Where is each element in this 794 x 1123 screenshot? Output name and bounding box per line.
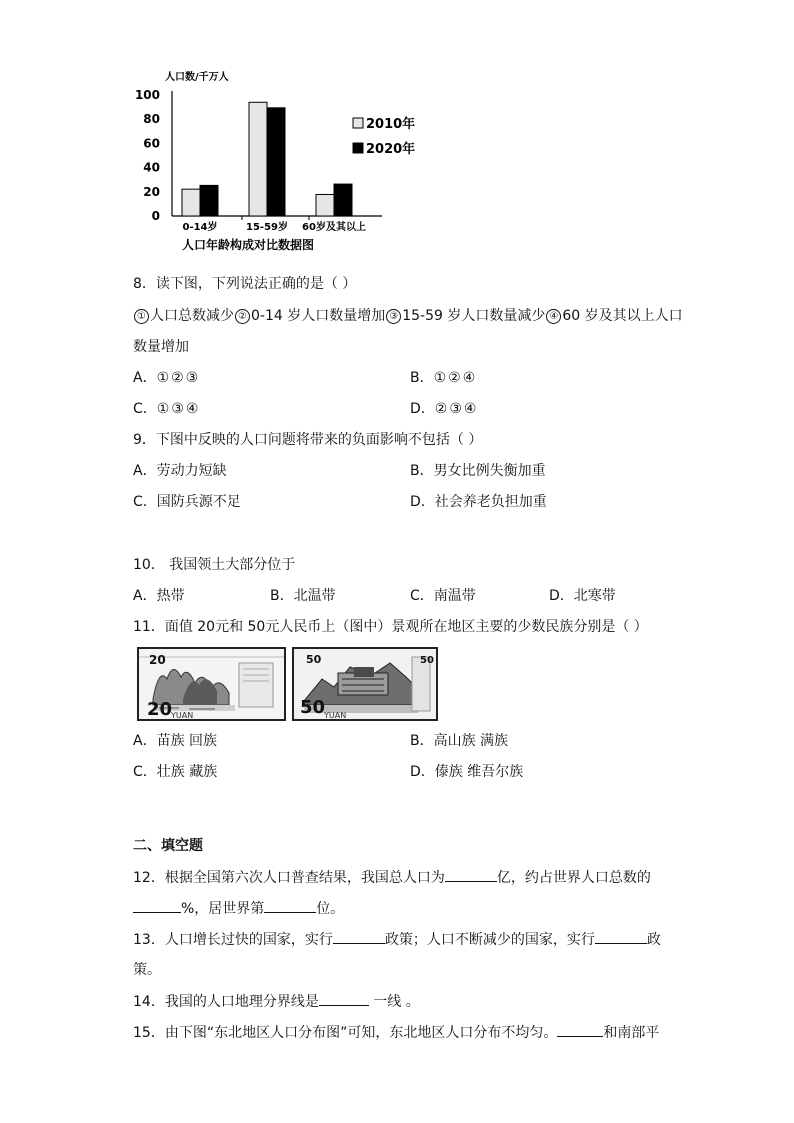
bar-2020-3 <box>334 184 352 216</box>
banknote-50-value: 50 <box>300 697 326 718</box>
option-value: ②③④ <box>434 401 479 417</box>
q13-blank-1[interactable] <box>333 929 385 944</box>
q13-text-1: 13．人口增长过快的国家，实行 <box>133 932 333 948</box>
banknote-50-side-value: 50 <box>420 655 434 666</box>
statement-mark-2: ② <box>235 309 250 324</box>
q15-text-2: 和南部平 <box>603 1025 660 1041</box>
legend-label: 2020年 <box>366 142 416 157</box>
bar-2010-2 <box>249 102 267 216</box>
q11-option-a[interactable]: A．苗族 回族 <box>133 733 218 749</box>
bar-2010-1 <box>182 189 200 216</box>
x-tick-label: 60岁及其以上 <box>302 222 366 233</box>
statement-mark-3: ③ <box>386 309 401 324</box>
legend-swatch <box>353 143 363 153</box>
q8-option-c[interactable] <box>133 399 200 419</box>
statement-3: 15-59 岁人口数量减少 <box>402 308 546 324</box>
banknote-20-image <box>137 647 286 721</box>
q9-option-c[interactable]: C．国防兵源不足 <box>133 494 241 510</box>
legend-swatch <box>353 118 363 128</box>
banknote-20-corner-value: 20 <box>149 653 166 667</box>
option-value: ①②③ <box>156 370 201 386</box>
statement-mark-1: ① <box>134 309 149 324</box>
y-tick-label: 60 <box>143 136 160 151</box>
q13-blank-2[interactable] <box>595 929 647 944</box>
q9-stem: 9．下图中反映的人口问题将带来的负面影响不包括（ ） <box>133 432 483 448</box>
section-title: 二、填空题 <box>133 838 203 854</box>
statement-mark-4: ④ <box>546 309 561 324</box>
option-label: B． <box>410 370 434 386</box>
q10-option-c[interactable]: C．南温带 <box>410 588 476 604</box>
q8-statements <box>133 306 683 326</box>
q8-stem: 8．读下图，下列说法正确的是（ ） <box>133 276 357 292</box>
q12-text-1: 12．根据全国第六次人口普查结果，我国总人口为 <box>133 870 445 886</box>
q12-text-3: %，居世界第 <box>181 901 265 917</box>
bar-2020-1 <box>200 185 218 216</box>
bar-2010-3 <box>316 194 334 216</box>
y-tick-label: 80 <box>143 112 160 127</box>
banknote-20-unit: YUAN <box>171 711 194 720</box>
option-value: ①③④ <box>156 401 201 417</box>
banknote-50-image <box>292 647 438 721</box>
legend-label: 2010年 <box>366 117 416 132</box>
statement-1: 人口总数减少 <box>150 308 234 324</box>
q15-text-1: 15．由下图“东北地区人口分布图”可知，东北地区人口分布不均匀。 <box>133 1025 558 1041</box>
banknote-20-value: 20 <box>147 699 173 720</box>
q9-option-a[interactable]: A．劳动力短缺 <box>133 463 227 479</box>
population-age-chart <box>120 66 420 261</box>
option-value: ①②④ <box>433 370 478 386</box>
q14-blank-1[interactable] <box>319 991 369 1006</box>
q9-option-b[interactable]: B．男女比例失衡加重 <box>410 463 546 479</box>
q11-option-b[interactable]: B．高山族 满族 <box>410 733 509 749</box>
y-tick-label: 0 <box>151 209 160 223</box>
q14-text-2: 一线 。 <box>368 994 420 1010</box>
bar-chart-svg <box>120 66 420 261</box>
q8-statement-tail: 数量增加 <box>133 339 189 355</box>
q10-stem: 10． 我国领土大部分位于 <box>133 557 296 573</box>
q9-option-d[interactable]: D．社会养老负担加重 <box>410 494 547 510</box>
q12-text-4: 位。 <box>316 901 345 917</box>
x-tick-label: 0-14岁 <box>182 222 218 233</box>
y-tick-label: 40 <box>143 160 160 175</box>
y-tick-label: 20 <box>143 184 160 199</box>
q12-text-2: 亿，约占世界人口总数的 <box>496 870 651 886</box>
q11-option-d[interactable]: D．傣族 维吾尔族 <box>410 764 524 780</box>
q8-option-a[interactable] <box>133 368 200 388</box>
q13-text-4: 策。 <box>133 962 161 978</box>
q12-blank-1[interactable] <box>445 867 497 882</box>
q12-line-1 <box>133 867 651 888</box>
q11-stem: 11．面值 20元和 50元人民币上（图中）景观所在地区主要的少数民族分别是（ ） <box>133 619 648 635</box>
y-tick-label: 100 <box>134 88 160 102</box>
statement-2: 0-14 岁人口数量增加 <box>251 308 386 324</box>
banknote-50-corner-value: 50 <box>306 653 322 666</box>
q14-text-1: 14．我国的人口地理分界线是 <box>133 994 319 1010</box>
q12-blank-3[interactable] <box>264 898 316 913</box>
q13-line-1 <box>133 929 661 950</box>
q15-blank-1[interactable] <box>557 1022 603 1037</box>
q8-option-d[interactable] <box>410 399 478 419</box>
banknote-50-unit: YUAN <box>324 711 347 720</box>
statement-4: 60 岁及其以上人口 <box>562 308 683 324</box>
option-label: D． <box>410 401 435 417</box>
q14-line <box>133 991 420 1012</box>
q12-blank-2[interactable] <box>133 898 181 913</box>
y-axis-label: 人口数/千万人 <box>165 72 229 83</box>
q10-option-a[interactable]: A．热带 <box>133 588 185 604</box>
q8-option-b[interactable] <box>410 368 477 388</box>
q15-line <box>133 1022 659 1043</box>
chart-caption: 人口年龄构成对比数据图 <box>182 238 315 252</box>
option-label: C． <box>133 401 157 417</box>
bar-2020-2 <box>267 108 285 216</box>
q13-text-2: 政策；人口不断减少的国家，实行 <box>384 932 595 948</box>
option-label: A． <box>133 370 157 386</box>
q13-text-3: 政 <box>646 932 661 948</box>
q12-line-2 <box>133 898 344 919</box>
q10-option-d[interactable]: D．北寒带 <box>549 588 616 604</box>
q10-option-b[interactable]: B．北温带 <box>270 588 336 604</box>
x-tick-label: 15-59岁 <box>246 222 288 233</box>
q11-option-c[interactable]: C．壮族 藏族 <box>133 764 218 780</box>
